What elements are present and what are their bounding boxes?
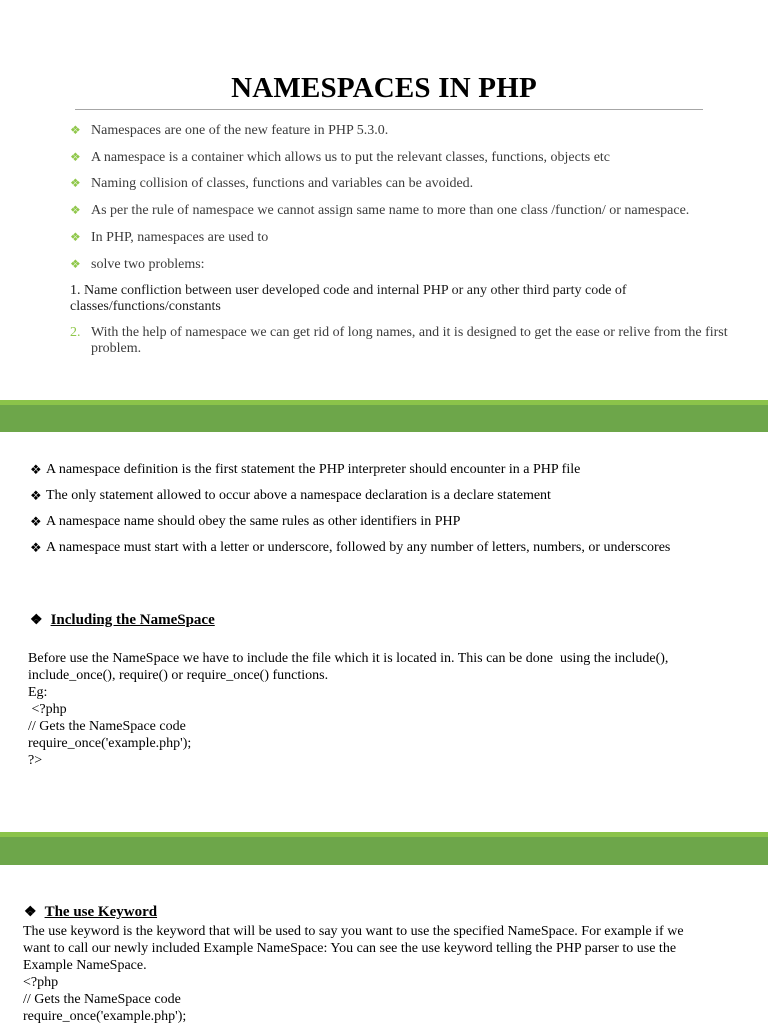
- diamond-bullet-icon: ❖: [70, 176, 81, 190]
- page-title: NAMESPACES IN PHP: [231, 72, 537, 104]
- title-divider: [75, 109, 703, 110]
- diamond-bullet-icon: ❖: [30, 462, 42, 477]
- list-item: ❖ solve two problems:: [70, 257, 205, 272]
- diamond-bullet-icon: ❖: [30, 613, 43, 628]
- diamond-bullet-icon: ❖: [70, 203, 81, 217]
- slide-separator-bar: [0, 400, 768, 432]
- list-item: ❖ A namespace name should obey the same rules as other identifiers in PHP: [30, 514, 461, 529]
- diamond-bullet-icon: ❖: [70, 150, 81, 164]
- code-line: <?php: [23, 975, 59, 990]
- code-line: require_once('example.php');: [23, 1009, 187, 1024]
- diamond-bullet-icon: ❖: [30, 540, 42, 555]
- diamond-bullet-icon: ❖: [30, 488, 42, 503]
- section-body: [28, 650, 748, 769]
- list-item: ❖ A namespace definition is the first statement the PHP interpreter should encounter in a PHP file: [30, 462, 581, 477]
- diamond-bullet-icon: ❖: [70, 257, 81, 271]
- text-line: Example NameSpace.: [23, 958, 147, 973]
- numbered-point-2: 2. With the help of namespace we can get rid of long names, and it is designed to get the ease or relive from the first problem.: [70, 325, 728, 356]
- slide-namespace-rules: [0, 432, 768, 832]
- diamond-bullet-icon: ❖: [24, 905, 37, 920]
- section-body: [23, 923, 748, 1025]
- list-item: ❖ Namespaces are one of the new feature in PHP 5.3.0.: [70, 123, 389, 138]
- point-number: 2.: [70, 325, 81, 340]
- slide-separator-bar: [0, 832, 768, 865]
- list-item: ❖ The only statement allowed to occur above a namespace declaration is a declare statement: [30, 488, 551, 503]
- code-line: // Gets the NameSpace code: [28, 719, 186, 734]
- text-line: want to call our newly included Example NameSpace: You can see the use keyword telling the PHP parser to use the: [23, 941, 677, 956]
- text-line: Eg:: [28, 685, 48, 700]
- list-item: ❖ Naming collision of classes, functions and variables can be avoided.: [70, 176, 474, 191]
- code-line: <?php: [28, 702, 67, 717]
- code-line: ?>: [28, 753, 43, 768]
- slide-namespaces-intro: [0, 0, 768, 400]
- text-line: The use keyword is the keyword that will be used to say you want to use the specified NameSpace. For example if we: [23, 924, 684, 939]
- diamond-bullet-icon: ❖: [70, 230, 81, 244]
- list-item: ❖ A namespace must start with a letter or underscore, followed by any number of letters, numbers, or underscores: [30, 540, 671, 555]
- code-line: require_once('example.php');: [28, 736, 192, 751]
- numbered-point-1: 1. Name confliction between user developed code and internal PHP or any other third party code of classes/functions/constants: [70, 283, 627, 314]
- text-line: Before use the NameSpace we have to include the file which it is located in. This can be done using the include(),: [28, 651, 669, 666]
- section-heading: ❖ The use Keyword: [24, 904, 158, 920]
- diamond-bullet-icon: ❖: [70, 123, 81, 137]
- list-item: ❖ A namespace is a container which allows us to put the relevant classes, functions, objects etc: [70, 150, 611, 165]
- section-heading: ❖ Including the NameSpace: [30, 612, 215, 628]
- diamond-bullet-icon: ❖: [30, 514, 42, 529]
- list-item: ❖ As per the rule of namespace we cannot assign same name to more than one class /function/ or namespace.: [70, 203, 690, 218]
- slide-use-keyword: [0, 865, 768, 1024]
- code-line: // Gets the NameSpace code: [23, 992, 181, 1007]
- list-item: ❖ In PHP, namespaces are used to: [70, 230, 269, 245]
- text-line: include_once(), require() or require_once() functions.: [28, 668, 329, 683]
